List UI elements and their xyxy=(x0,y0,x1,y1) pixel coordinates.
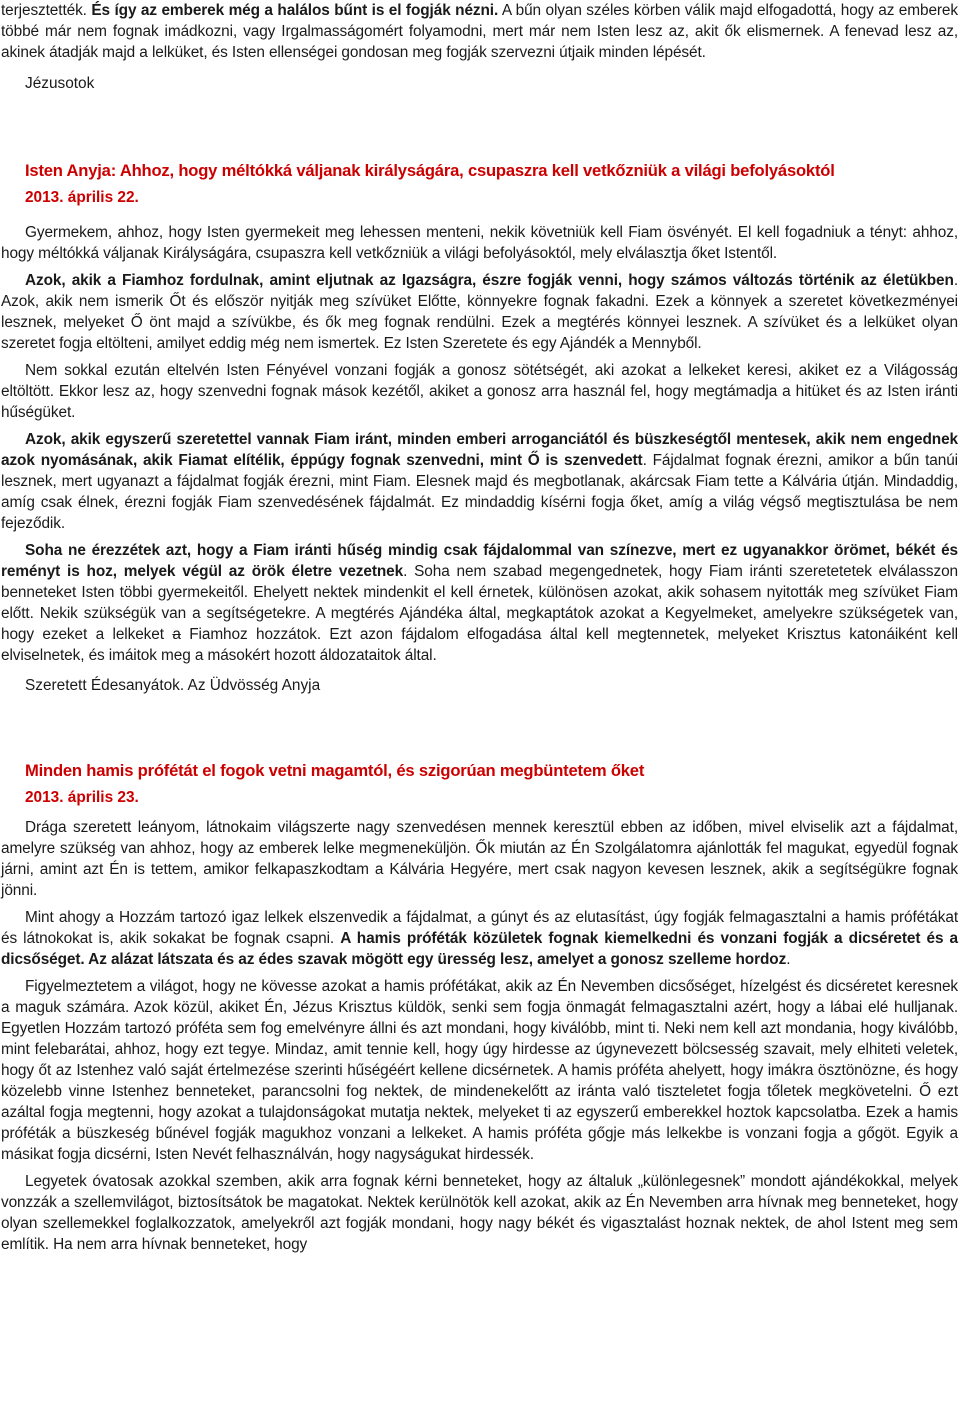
message2-paragraph-3: Figyelmeztetem a világot, hogy ne kövesse azokat a hamis prófétákat, akik az Én Nevemben dicsőséget, hízelgést és dicséretet keresnek a maguk számára. Azok közül, akiket Én, Jézus Krisztus küldök, senki sem fogja önmagát felmagasztalni azért, hogy a lábai elé hulljanak. Egyetlen Hozzám tartozó próféta sem fog emelvényre állni és azt mondani, hogy kiválóbb, mint ti. Neki nem kell azt mondania, hogy kiválóbb, mint felebarátai, ahhoz, hogy ezt tegye. Mindaz, amit tennie kell, hogy úgy hirdesse az úgynevezett bölcsesség szavait, mely elhiteti veletek, hogy őt az Istenhez való saját értelmezése szerinti hűségéért kellene dicsérnetek. A hamis próféta ahelyett, hogy imákra ösztönözne, és hogy közelebb vinne Istenhez benneteket, parancsolni fog nektek, de mindenekelőtt az iránta való tiszteletet fogja tőletek megkövetelni. Ő ezt azáltal fogja megtenni, hogy azokat a tulajdonságokat mutatja nektek, melyeket ti az egyszerű emberekkel hoztok kapcsolatba. Ezek a hamis próféták a büszkeség bűnével fogják magukhoz vonzani a lelkeket. A hamis próféta gőgje más lelkekbe is vonzani fogja a gőgöt. Egyik a másikat fogja dicsérni, Isten Nevét felhasználván, hogy nagyságukat hirdessék. xyxy=(1,978,958,1163)
bold-text-run: A hamis próféták közületek fognak kiemelkedni és vonzani fogják a dicséretet és a dicsőséget. Az alázat látszata és az édes szavak mögött egy üresség lesz, amelyet a gonosz szelleme hordoz xyxy=(1,930,958,968)
message-date-2: 2013. április 23. xyxy=(25,789,139,806)
text-run: A bűn olyan széles körben válik majd elfogadottá, hogy az emberek többé már nem fognak imádkozni, vagy Irgalmasságomért folyamodni, mert már nem Isten lesz az, akit ők elismernek. A fenevad lesz az, akinek átadják majd a lelküket, és Isten ellenségei gondosan meg fogják szervezni útjaik minden lépését. xyxy=(1,2,958,61)
message-date-1: 2013. április 22. xyxy=(25,189,139,206)
signature-edesanyatok: Szeretett Édesanyátok. Az Üdvösség Anyja xyxy=(25,677,321,694)
text-run: . Soha nem szabad megengednetek, hogy Fiam iránti szeretetetek elválasszon benneteket Isten többi gyermekeitől. Ehelyett nektek mindenkit el kell érnetek, különösen azokat, akik sohasem nyitották meg szívüket Fiam előtt. Nekik szükségük van a segítségetekre. A megtérés Ajándéka által, megkaptátok azokat a Kegyelmeket, amelyekre szükségetek van, hogy ezeket a lelkeket xyxy=(1,563,958,643)
signature-jezusotok: Jézusotok xyxy=(25,75,95,92)
bold-text-run: Azok, akik a Fiamhoz fordulnak, amint eljutnak az Igazságra, észre fogják venni, hogy számos változás történik az életükben xyxy=(25,272,954,289)
bold-text-run: Soha ne érezzétek azt, hogy a Fiam iránti hűség mindig csak fájdalommal van színezve, mert ez ugyanakkor örömet, békét és reményt is hoz, melyek végül az örök életre vezetnek xyxy=(1,542,958,580)
message2-paragraph-1: Drága szeretett leányom, látnokaim világszerte nagy szenvedésen mennek keresztül ebben az időben, mivel elviselik azt a fájdalmat, amelyre szükség van ahhoz, hogy az emberek lelke megmeneküljön. Ők miután az Én Szolgálatomra ajánlották fel magukat, egyedül fognak járni, amint azt Én is tettem, amikor felkapaszkodtam a Kálvária Hegyére, mert csak nagyon kevesen lesznek, akik a segítségükre fognak jönni. xyxy=(1,819,958,899)
text-run: . Fájdalmat fognak érezni, amikor a bűn tanúi lesznek, mert ugyanazt a fájdalmat fogják érezni, mint Fiam. Elesnek majd és megbotlanak, akárcsak Fiam tette a Kálvária útján. Mindaddig, amíg csak élnek, érezni fogják Fiam szenvedésének fájdalmát. Ez mindaddig kísérni fogja őket, amíg a világ végső megtisztulása be nem fejeződik. xyxy=(1,452,958,532)
message1-paragraph-3: Nem sokkal ezután eltelvén Isten Fényével vonzani fogják a gonosz sötétségét, aki azokat a lelkeket keresi, akiket ez a Világosság eltöltött. Ekkor lesz az, hogy szenvedni fognak mások kezétől, akiket a gonosz arra használ fel, hogy megtámadja a hitüket és az Isten iránti hűségüket. xyxy=(1,362,958,421)
text-run: . xyxy=(786,951,791,968)
message-title-1: Isten Anyja: Ahhoz, hogy méltókká váljanak királyságára, csupaszra kell vetkőzniük a világi befolyásoktól xyxy=(25,161,835,180)
message2-paragraph-4: Legyetek óvatosak azokkal szemben, akik arra fognak kérni benneteket, hogy az általuk „különlegesnek” mondott ajándékokkal, melyek vonzzák a szellemvilágot, biztosítsátok be magatokat. Nektek kerülnötök kell azokat, akik az Én Nevemben arra hívnak meg benneteket, hogy olyan szellemekkel foglalkozzatok, amelyekről azt fogják mondani, hogy nagy békét és vigasztalást hoznak nektek, de ahol Istent meg sem említik. Ha nem arra hívnak benneteket, hogy xyxy=(1,1173,958,1253)
message1-paragraph-1: Gyermekem, ahhoz, hogy Isten gyermekeit meg lehessen menteni, nekik követniük kell Fiam ösvényét. El kell fogadniuk a tényt: ahhoz, hogy méltókká váljanak Királyságára, csupaszra kell vetkőzniük a világi befolyásoktól, mely elválasztja őket Istentől. xyxy=(1,224,958,262)
top-paragraph xyxy=(1,0,958,63)
message-title-2: Minden hamis prófétát el fogok vetni magamtól, és szigorúan megbüntetem őket xyxy=(25,761,645,780)
message1-paragraph-4 xyxy=(1,429,958,534)
message2-paragraph-2 xyxy=(1,907,958,970)
bold-text-run: És így az emberek még a halálos bűnt is el fogják nézni. xyxy=(91,2,499,19)
text-run: . Azok, akik nem ismerik Őt és először nyitják meg szívüket Előtte, könnyekre fognak fakadni. Ezek a könnyek a szeretet következményei lesznek, melyeket Ő önt majd a szívükbe, és ők meg fognak rendülni. Ezek a megtérés könnyei lesznek. A szívüket és a lelküket olyan szeretet fogja eltölteni, amilyet eddig még nem ismertek. Ez Isten Szeretete és egy Ajándék a Mennyből. xyxy=(1,272,958,352)
text-run: terjesztették. xyxy=(1,2,92,19)
strikethrough-text: a xyxy=(172,626,181,643)
message1-paragraph-5 xyxy=(1,540,958,666)
bold-text-run: Azok, akik egyszerű szeretettel vannak Fiam iránt, minden emberi arroganciától és büszkeségtől mentesek, akik nem engednek azok nyomásának, akik Fiamat elítélik, éppúgy fognak szenvedni, mint Ő is szenvedett xyxy=(1,431,958,469)
message1-paragraph-2 xyxy=(1,270,958,354)
text-run: Mint ahogy a Hozzám tartozó igaz lelkek elszenvedik a fájdalmat, a gúnyt és az elutasítást, úgy fogják felmagasztalni a hamis prófétákat és látnokokat is, akik sokakat be fognak csapni. xyxy=(1,909,958,947)
text-run: Fiamhoz hozzátok. Ezt azon fájdalom elfogadása által kell megtennetek, melyeket Krisztus katonáiként kell elviselnetek, és imáitok meg a másokért hozott áldozataitok által. xyxy=(1,626,958,664)
